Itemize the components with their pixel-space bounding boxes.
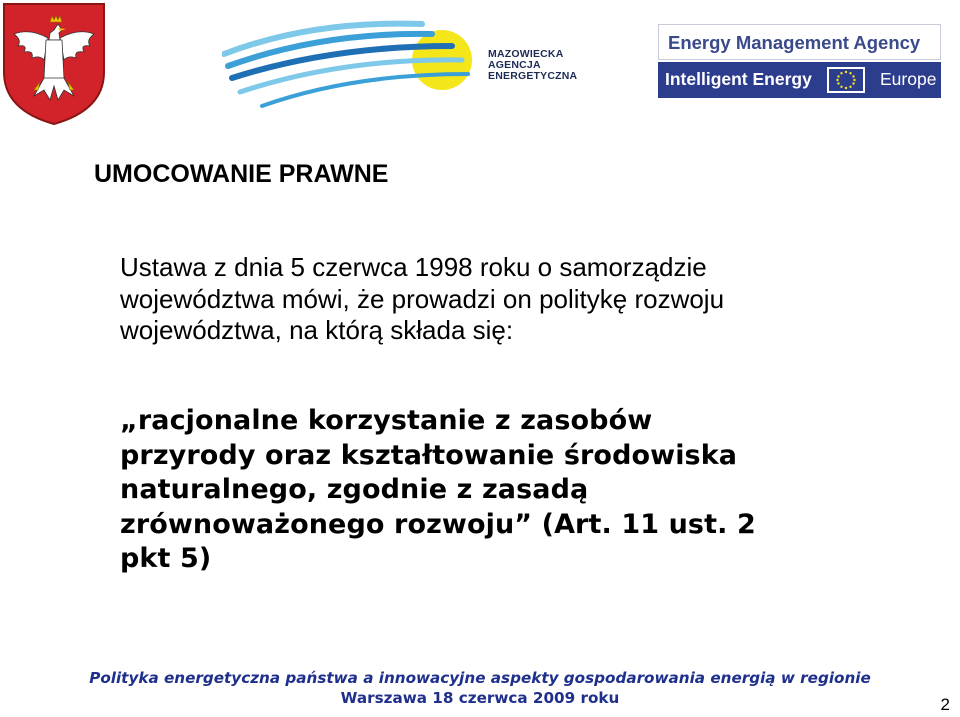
eu-flag-icon [827, 67, 865, 93]
iee-banner [658, 62, 941, 98]
mae-swoosh-logo [222, 18, 486, 120]
ema-label: Energy Management Agency [668, 32, 921, 53]
ema-banner [658, 24, 941, 60]
iee-program-label: Intelligent Energy [665, 69, 812, 89]
quote-line: pkt 5) [120, 543, 212, 574]
intelligent-energy-europe-logo [658, 24, 941, 98]
slide-footer [0, 668, 960, 708]
mae-agency-name [488, 49, 608, 82]
intro-paragraph [120, 252, 880, 347]
mae-name-line: MAZOWIECKA [488, 48, 564, 60]
mae-name-line: AGENCJA [488, 59, 541, 71]
slide-title: UMOCOWANIE PRAWNE [94, 160, 389, 188]
footer-conference-title: Polityka energetyczna państwa a innowacyjne aspekty gospodarowania energią w regionie [89, 669, 871, 687]
intro-line: Ustawa z dnia 5 czerwca 1998 roku o samorządzie [120, 252, 707, 282]
footer-date: Warszawa 18 czerwca 2009 roku [340, 689, 620, 707]
iee-region-label: Europe [880, 69, 937, 89]
quote-line: przyrody oraz kształtowanie środowiska [120, 439, 738, 471]
quote-line: zrównoważonego rozwoju” (Art. 11 ust. 2 [120, 508, 756, 540]
mae-name-line: ENERGETYCZNA [488, 70, 578, 82]
quote-line: „racjonalne korzystanie z zasobów [120, 405, 653, 436]
intro-line: województwa mówi, że prowadzi on politykę rozwoju [120, 283, 725, 314]
mazovia-coat-of-arms-logo [0, 0, 108, 128]
intro-line: województwa, na którą składa się: [120, 315, 514, 345]
quote-line: naturalnego, zgodnie z zasadą [120, 474, 589, 505]
legal-quote [120, 404, 920, 577]
page-number: 2 [940, 695, 950, 714]
